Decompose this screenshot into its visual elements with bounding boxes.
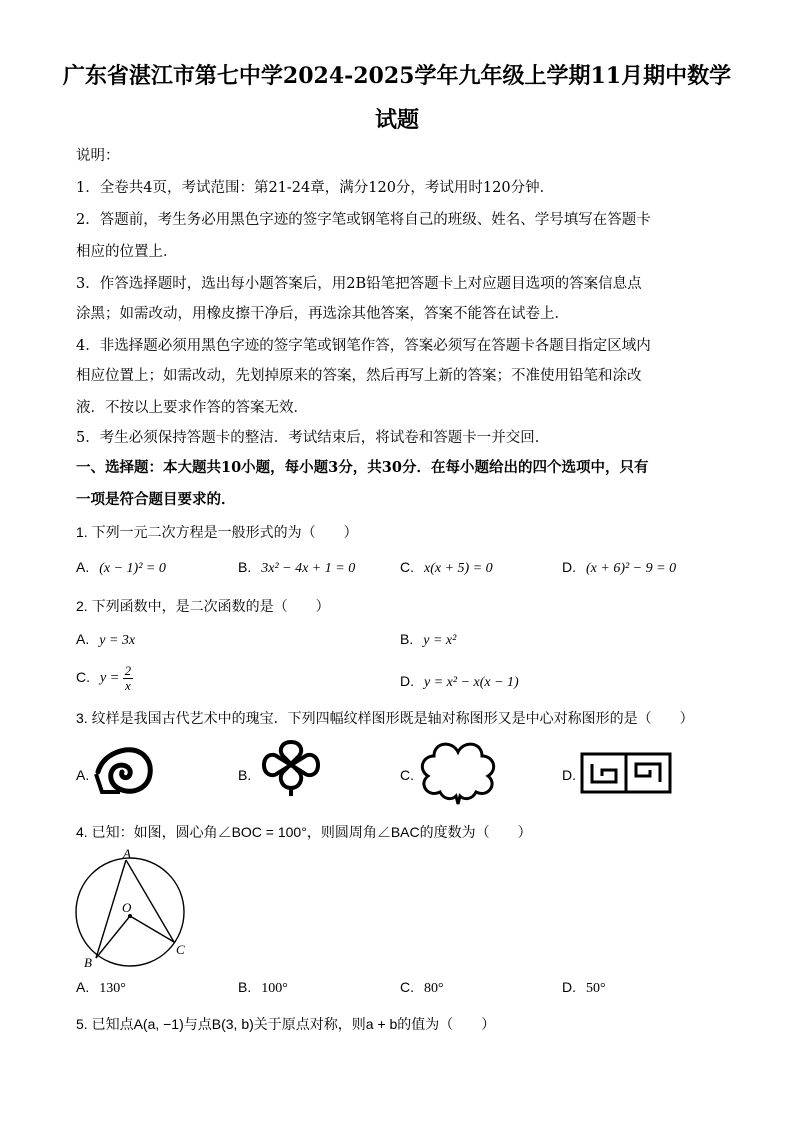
q1-option-b-label: B. bbox=[238, 559, 252, 575]
meander-pattern-icon bbox=[580, 752, 672, 794]
q2-option-c[interactable] bbox=[76, 664, 133, 693]
q4-option-d[interactable] bbox=[562, 976, 606, 1000]
q2-option-b-label: B. bbox=[400, 631, 414, 647]
q4-option-a-text: 130° bbox=[99, 981, 126, 996]
instruction-2-cont: 相应的位置上． bbox=[76, 244, 178, 260]
exam-title-line1: 广东省湛江市第七中学2024-2025学年九年级上学期11月期中数学 bbox=[62, 63, 732, 89]
q2-option-b[interactable] bbox=[400, 628, 456, 652]
q4-option-c-text: 80° bbox=[424, 981, 444, 996]
q2-option-a-label: A. bbox=[76, 631, 90, 647]
section1-heading-cont: 一项是符合题目要求的． bbox=[76, 491, 236, 508]
q3-option-a-label: A. bbox=[76, 767, 90, 783]
instruction-4-cont2: 液．不按以上要求作答的答案无效． bbox=[76, 400, 308, 416]
figure-label-b: B bbox=[84, 955, 92, 970]
q1-option-a-label: A. bbox=[76, 559, 90, 575]
spiral-pattern-icon bbox=[90, 738, 160, 800]
q4-option-b-text: 100° bbox=[261, 981, 288, 996]
instruction-3: 3．作答选择题时，选出每小题答案后，用2B铅笔把答题卡上对应题目选项的答案信息点 bbox=[76, 276, 642, 292]
instructions-heading: 说明： bbox=[76, 148, 120, 164]
q3-option-c-label: C. bbox=[400, 767, 414, 783]
q1-option-a[interactable] bbox=[76, 556, 166, 580]
q3-option-b-label: B. bbox=[238, 767, 252, 783]
figure-label-c: C bbox=[176, 942, 185, 957]
question-2-stem: 2. 下列函数中，是二次函数的是（ ） bbox=[76, 598, 330, 614]
q4-option-b-label: B. bbox=[238, 979, 252, 995]
q4-option-d-text: 50° bbox=[586, 981, 606, 996]
knot-pattern-icon bbox=[256, 738, 326, 800]
question-4-stem: 4. 已知：如图，圆心角∠BOC = 100°，则圆周角∠BAC的度数为（ ） bbox=[76, 824, 532, 840]
q4-option-d-label: D. bbox=[562, 979, 576, 995]
q3-option-d-label: D. bbox=[562, 767, 576, 783]
instruction-3-cont: 涂黑；如需改动，用橡皮擦干净后，再选涂其他答案，答案不能答在试卷上． bbox=[76, 306, 569, 322]
q1-option-d-text: (x + 6)² − 9 = 0 bbox=[586, 561, 677, 576]
instruction-2: 2．答题前，考生务必用黑色字迹的签字笔或钢笔将自己的班级、姓名、学号填写在答题卡 bbox=[76, 212, 651, 228]
question-3-stem: 3. 纹样是我国古代艺术中的瑰宝．下列四幅纹样图形既是轴对称图形又是中心对称图形的是（ ） bbox=[76, 710, 694, 726]
q2-option-d[interactable] bbox=[400, 670, 519, 694]
fraction-numerator: 2 bbox=[124, 663, 132, 678]
q1-option-c-text: x(x + 5) = 0 bbox=[424, 561, 493, 576]
section1-heading: 一、选择题：本大题共10小题，每小题3分，共30分．在每小题给出的四个选项中，只有 bbox=[76, 459, 649, 476]
exam-title-line2: 试题 bbox=[374, 107, 419, 133]
q2-option-d-text: y = x² − x(x − 1) bbox=[424, 675, 519, 690]
fraction-denominator: x bbox=[125, 678, 131, 693]
q1-option-a-text: (x − 1)² = 0 bbox=[99, 561, 166, 576]
instruction-4-cont: 相应位置上；如需改动，先划掉原来的答案，然后再写上新的答案；不准使用铅笔和涂改 bbox=[76, 368, 642, 384]
q2-option-b-text: y = x² bbox=[423, 633, 457, 648]
figure-label-a: A bbox=[123, 846, 131, 861]
q4-option-c[interactable] bbox=[400, 976, 444, 1000]
q2-option-c-lhs: y = bbox=[100, 670, 120, 686]
q4-option-a[interactable] bbox=[76, 976, 126, 1000]
q1-option-c-label: C. bbox=[400, 559, 414, 575]
q4-option-b[interactable] bbox=[238, 976, 288, 1000]
q1-option-b-text: 3x² − 4x + 1 = 0 bbox=[261, 561, 356, 576]
q4-option-c-label: C. bbox=[400, 979, 414, 995]
q1-option-d-label: D. bbox=[562, 559, 576, 575]
q2-option-c-label: C. bbox=[76, 668, 90, 685]
q1-option-b[interactable] bbox=[238, 556, 355, 580]
q2-option-d-label: D. bbox=[400, 673, 414, 689]
instruction-4: 4．非选择题必须用黑色字迹的签字笔或钢笔作答，答案必须写在答题卡各题目指定区域内 bbox=[76, 338, 651, 354]
instruction-5: 5．考生必须保持答题卡的整洁．考试结束后，将试卷和答题卡一并交回． bbox=[76, 430, 550, 446]
figure-label-o: O bbox=[122, 900, 132, 915]
q2-option-a[interactable] bbox=[76, 628, 135, 652]
q1-option-d[interactable] bbox=[562, 556, 676, 580]
q4-option-a-label: A. bbox=[76, 979, 90, 995]
instruction-1: 1．全卷共4页，考试范围：第21-24章，满分120分，考试用时120分钟． bbox=[76, 180, 555, 196]
q2-option-a-text: y = 3x bbox=[99, 633, 136, 648]
q1-option-c[interactable] bbox=[400, 556, 493, 580]
q2-option-c-fraction bbox=[123, 664, 134, 693]
cloud-pattern-icon bbox=[416, 738, 500, 808]
question-5-stem: 5. 已知点A(a, −1)与点B(3, b)关于原点对称，则a + b的值为（ ） bbox=[76, 1016, 496, 1032]
question-1-stem: 1. 下列一元二次方程是一般形式的为（ ） bbox=[76, 524, 358, 540]
